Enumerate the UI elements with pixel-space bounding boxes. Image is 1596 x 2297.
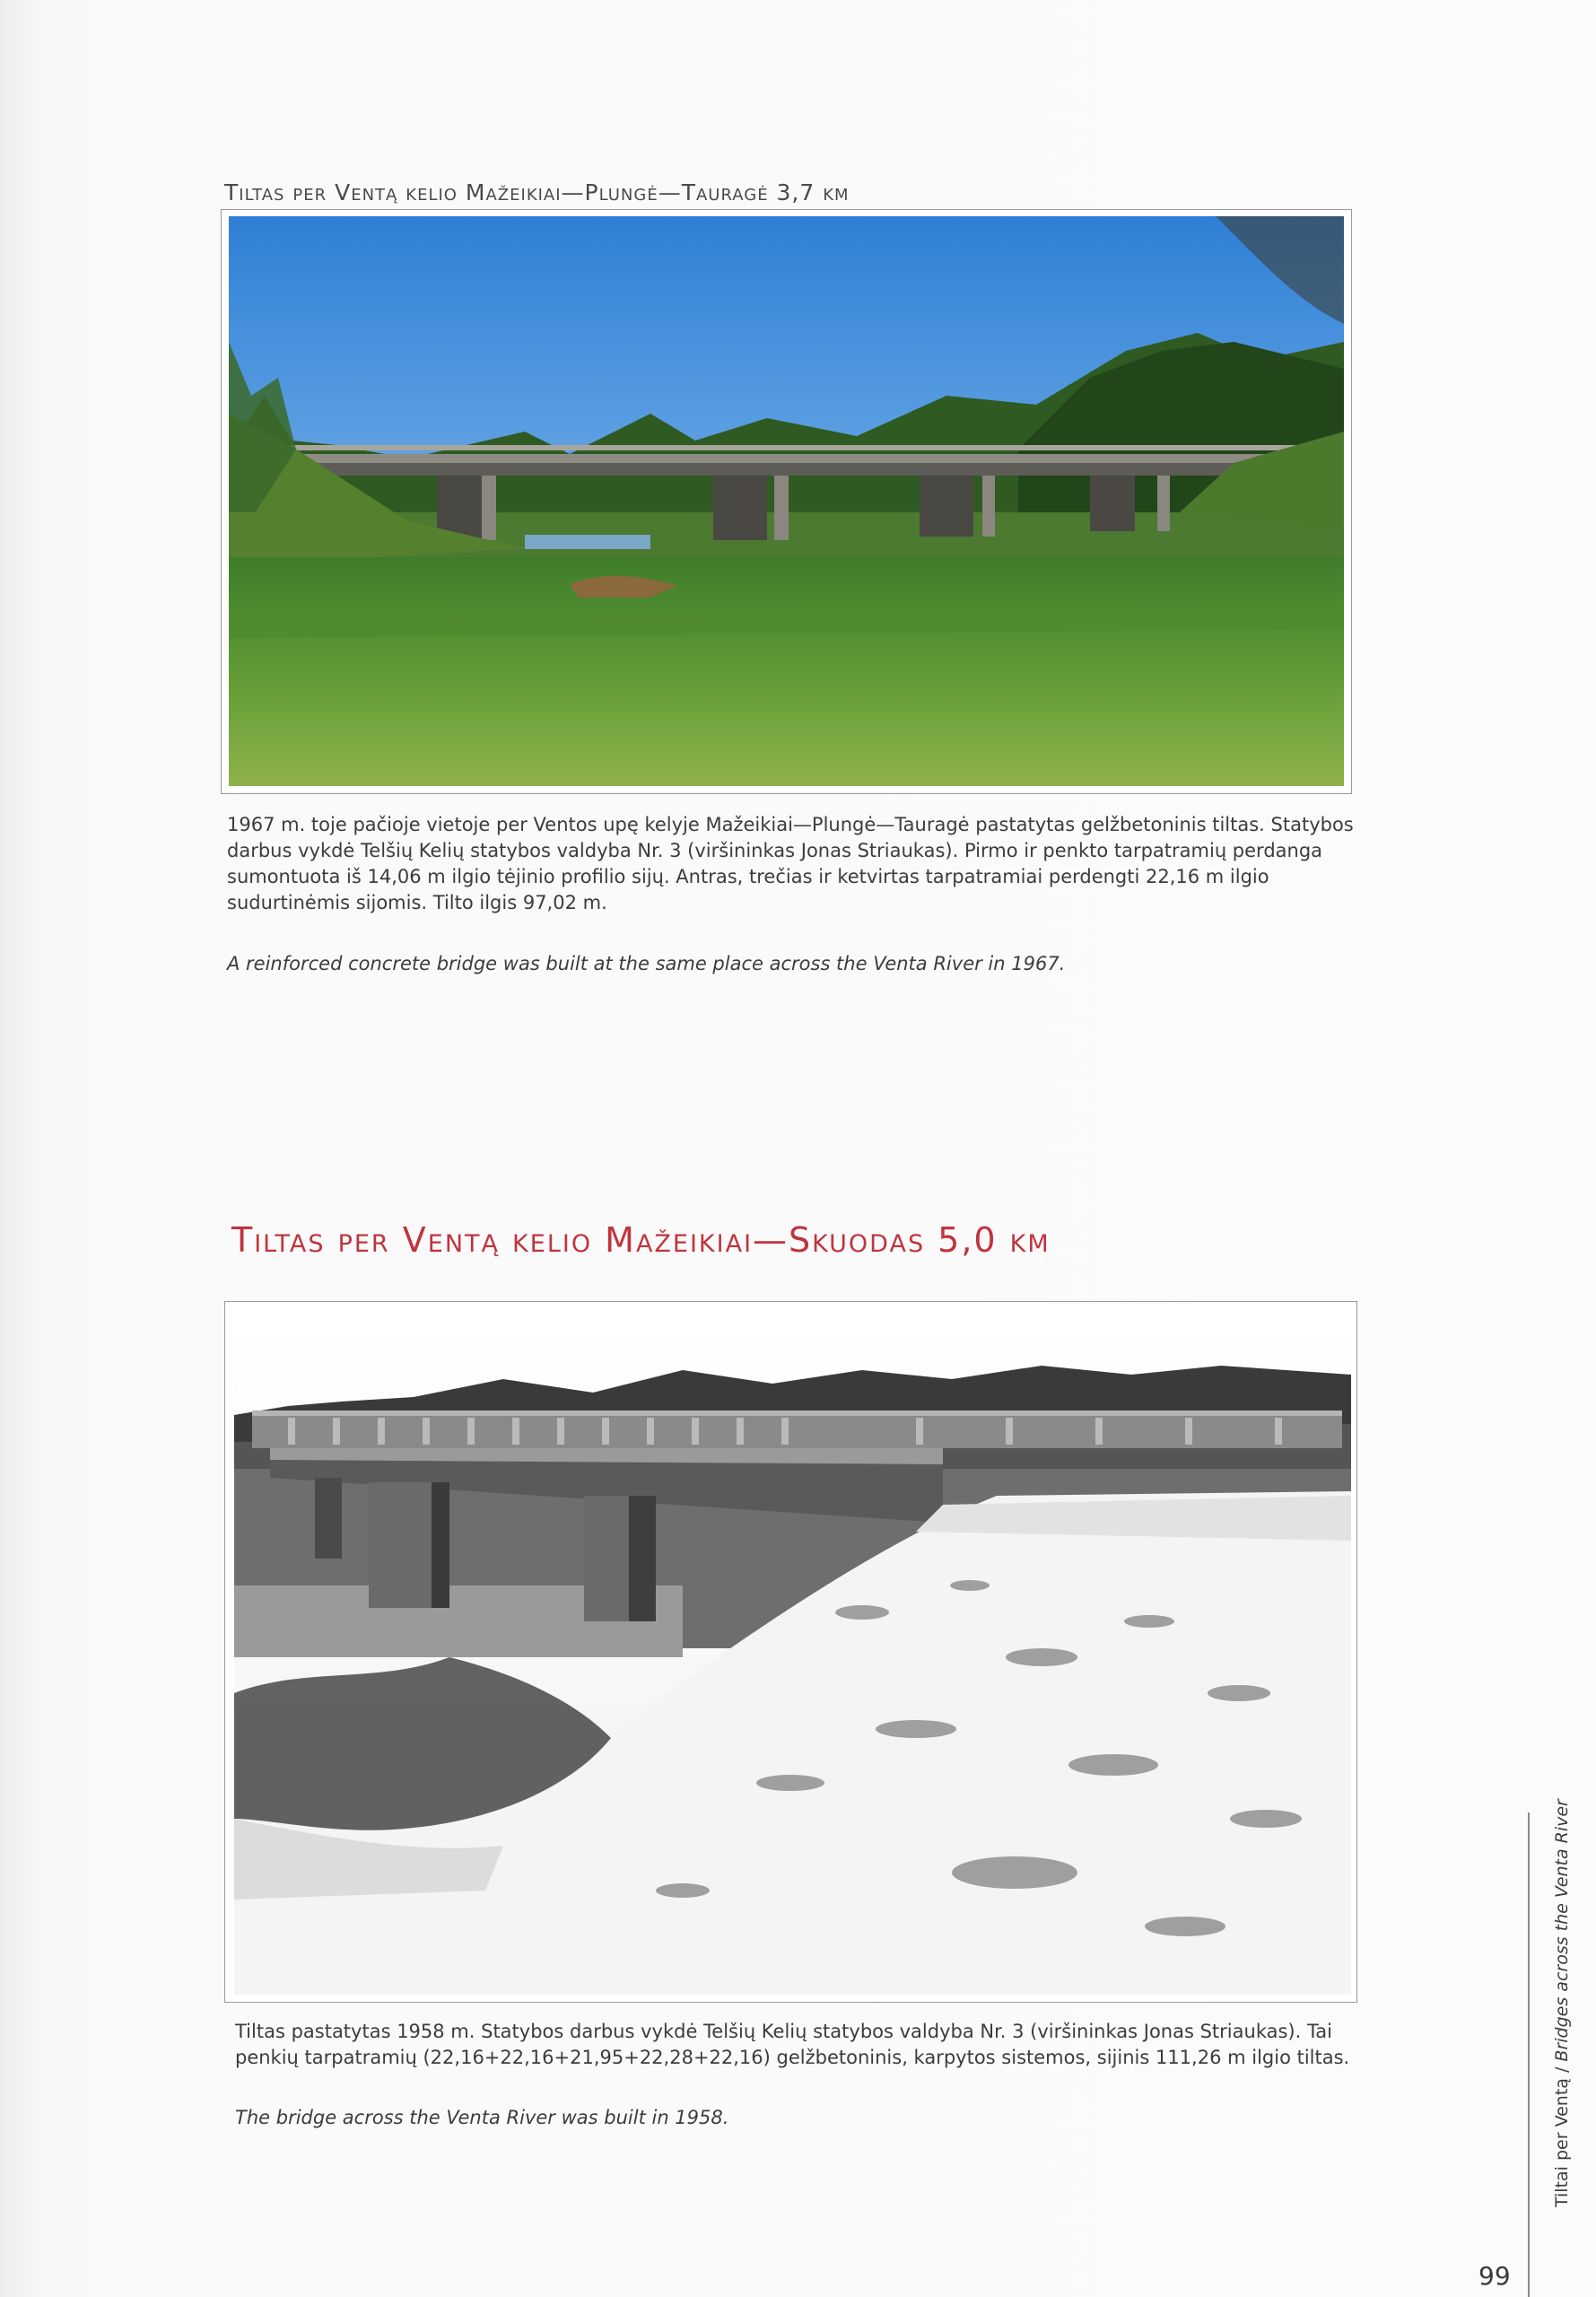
top-photo-heading: Tiltas per Ventą kelio Mažeikiai—Plungė—Tauragė 3,7 km xyxy=(224,179,850,205)
winter-bridge-photo xyxy=(224,1301,1357,2003)
summer-bridge-image xyxy=(229,216,1344,786)
winter-bridge-image xyxy=(234,1316,1351,1995)
section-heading: Tiltas per Ventą kelio Mažeikiai—Skuodas 5,0 km xyxy=(231,1220,1051,1260)
side-divider xyxy=(1528,1812,1530,2297)
caption-1-lithuanian: 1967 m. toje pačioje vietoje per Ventos upę kelyje Mažeikiai—Plungė—Tauragė pastatytas gelžbetoninis tiltas. Statybos darbus vykdė Telšių Kelių statybos valdyba Nr. 3 (viršininkas Jonas Striaukas). Pirmo ir penkto tarpatramių perdanga sumontuota iš 14,06 m ilgio tėjinio profilio sijų. Antras, trečias ir ketvirtas tarpatramiai perdengti 22,16 m ilgio sudurtinėmis sijomis. Tilto ilgis 97,02 m. xyxy=(227,814,1354,913)
running-title xyxy=(1552,1799,1572,2207)
running-title-lithuanian: Tiltai per Ventą / xyxy=(1552,2061,1572,2207)
caption-2-lithuanian: Tiltas pastatytas 1958 m. Statybos darbus vykdė Telšių Kelių statybos valdyba Nr. 3 (viršininkas Jonas Striaukas). Tai penkių tarpatramių (22,16+22,16+21,95+22,28+22,16) gelžbetoninis, karpytos sistemos, sijinis 111,26 m ilgio tiltas. xyxy=(235,2021,1350,2068)
running-title-english: Bridges across the Venta River xyxy=(1552,1799,1572,2062)
caption-1-english: A reinforced concrete bridge was built at the same place across the Venta River in 1967. xyxy=(227,953,1066,974)
page-number: 99 xyxy=(1478,2261,1511,2291)
summer-bridge-photo xyxy=(221,209,1352,794)
caption-2-english: The bridge across the Venta River was built in 1958. xyxy=(235,2107,729,2128)
